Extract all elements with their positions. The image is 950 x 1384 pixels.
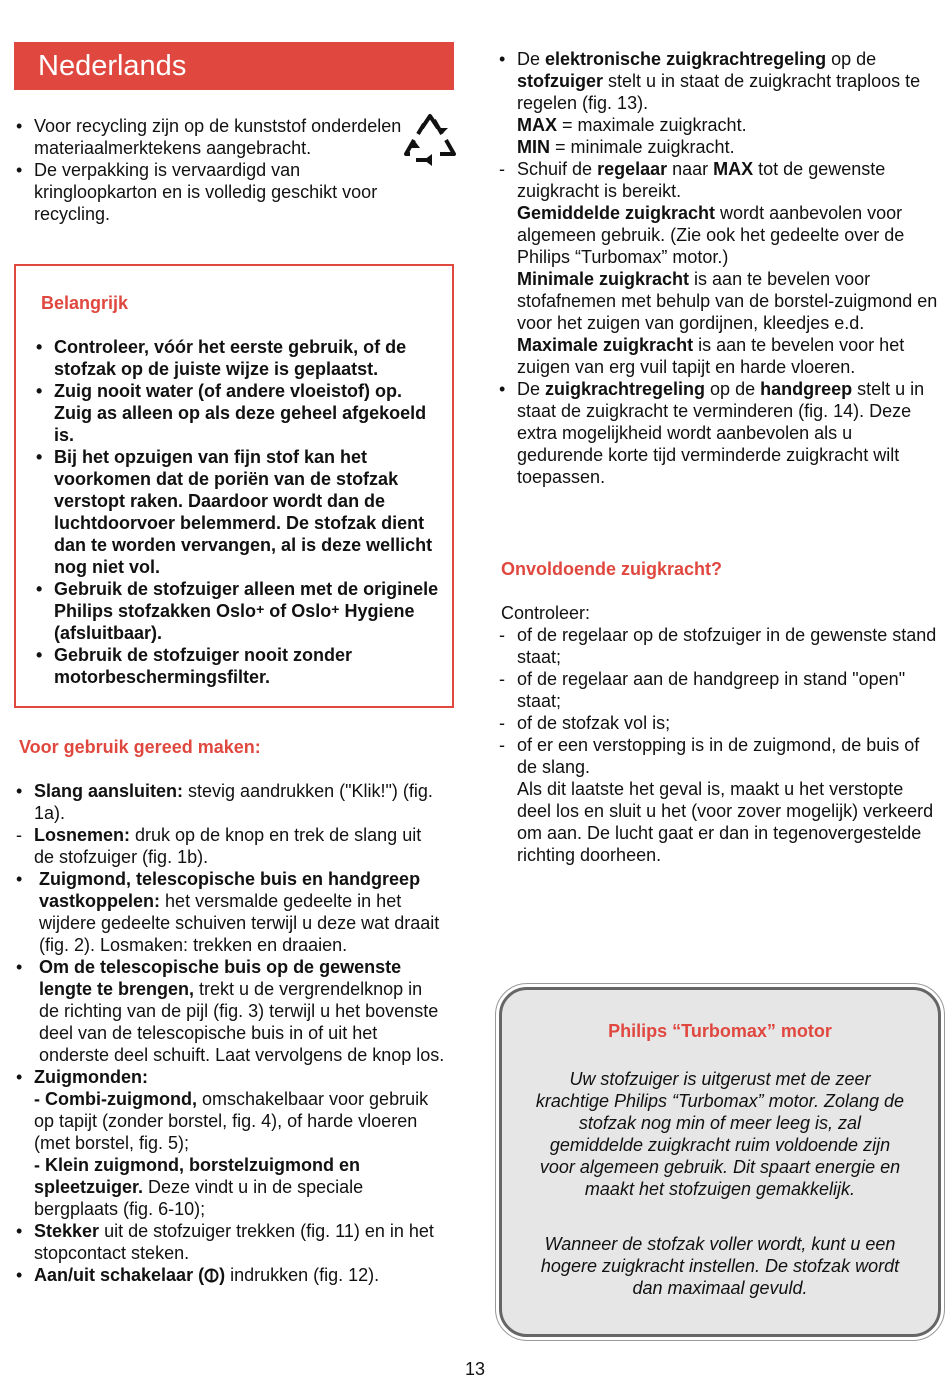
- item-text: of Oslo: [264, 601, 332, 621]
- list-item: [14, 956, 446, 1066]
- elec-text: stelt u in staat de zuigkracht traploos te regelen (fig. 13).: [517, 71, 921, 113]
- min-label: MIN: [517, 137, 550, 157]
- insufficient-list: [497, 624, 942, 866]
- small-label: - Klein zuigmond, borstelzuigmond en spleetzuiger.: [34, 1155, 360, 1197]
- elec-mid: op de: [826, 49, 877, 69]
- plug-label: Stekker: [34, 1221, 100, 1241]
- switch-label: Aan/uit schakelaar (: [34, 1265, 205, 1285]
- turbomax-text2: Wanneer de stofzak voller wordt, kunt u een hogere zuigkracht instellen. De stofzak wordt dan maximaal gevuld.: [540, 1234, 900, 1298]
- maximal-label: Maximale zuigkracht: [517, 335, 694, 355]
- list-item: [14, 1220, 446, 1264]
- prep-list: [14, 780, 446, 1286]
- list-item: [14, 780, 446, 824]
- slide-label2: MAX: [713, 159, 754, 179]
- detach-text: druk op de knop en trek de slang uit de stofzuiger (fig. 1b).: [34, 825, 422, 867]
- important-title: Belangrijk: [41, 293, 129, 313]
- important-list: [34, 336, 444, 688]
- switch-label-end: ): [219, 1265, 226, 1285]
- prep-title: Voor gebruik gereed maken:: [19, 737, 261, 757]
- avg-row: [517, 202, 942, 268]
- min-row: [517, 136, 942, 158]
- detach-label: Losnemen:: [34, 825, 131, 845]
- combi-label: - Combi-zuigmond,: [34, 1089, 197, 1109]
- suction-list: [497, 48, 942, 488]
- minimal-label: Minimale zuigkracht: [517, 269, 690, 289]
- plus-sup: +: [256, 601, 265, 617]
- item-text: Gebruik de stofzuiger alleen met de originele Philips stofzakken Oslo: [54, 579, 439, 621]
- list-item: - of de stofzak vol is;: [497, 712, 942, 734]
- section-title: Nederlands: [38, 50, 187, 82]
- power-symbol-icon: [204, 1266, 219, 1281]
- small-row: [34, 1154, 446, 1220]
- list-item: [497, 734, 942, 866]
- list-item: - of de regelaar op de stofzuiger in de gewenste stand staat;: [497, 624, 942, 668]
- c4-text: of er een verstopping is in de zuigmond, de buis of de slang.: [517, 735, 920, 777]
- recycling-icon: [400, 110, 460, 170]
- plug-text: uit de stofzuiger trekken (fig. 11) en in het stopcontact steken.: [34, 1221, 434, 1263]
- small-text: Deze vindt u in de speciale bergplaats (fig. 6-10);: [34, 1177, 364, 1219]
- list-item: • De verpakking is vervaardigd van kringloopkarton en is volledig geschikt voor recycling.: [14, 159, 414, 225]
- min-text: = minimale zuigkracht.: [550, 137, 735, 157]
- list-item: • Voor recycling zijn op de kunststof onderdelen materiaalmerktekens aangebracht.: [14, 115, 414, 159]
- elec-label2: stofzuiger: [517, 71, 604, 91]
- insufficient-intro: Controleer:: [501, 603, 591, 623]
- handle-label: zuigkrachtregeling: [545, 379, 706, 399]
- list-item: [14, 1066, 446, 1220]
- connect-text: het versmalde gedeelte in het wijdere gedeelte schuiven terwijl u deze wat draait (fig. 2). Losmaken: trekken en draaien.: [39, 891, 440, 955]
- maximal-text: is aan te bevelen voor het zuigen van erg vuil tapijt en harde vloeren.: [517, 335, 905, 377]
- list-item: • Zuig nooit water (of andere vloeistof) op. Zuig as alleen op als deze geheel afgekoeld is.: [34, 380, 444, 446]
- list-item: [497, 378, 942, 488]
- avg-text: wordt aanbevolen voor algemeen gebruik. (Zie ook het gedeelte over de Philips “Turbomax” motor.): [517, 203, 905, 267]
- hose-text: stevig aandrukken ("Klik!") (fig. 1a).: [34, 781, 433, 823]
- page-number: 13: [464, 1359, 486, 1379]
- minimal-text: is aan te bevelen voor stofafnemen met behulp van de borstel-zuigmond en voor het zuigen van gordijnen, kleedjes e.d.: [517, 269, 938, 333]
- tube-text: trekt u de vergrendelknop in de richting van de pijl (fig. 3) terwijl u het bovenste deel van de telescopische buis in of uit het onderste deel schuift. Laat vervolgens de knop los.: [39, 979, 445, 1065]
- maximal-row: [517, 334, 942, 378]
- avg-label: Gemiddelde zuigkracht: [517, 203, 716, 223]
- insufficient-title: Onvoldoende zuigkracht?: [501, 559, 723, 579]
- section-header: [14, 42, 454, 90]
- list-item: [497, 48, 942, 158]
- turbomax-box: [499, 987, 941, 1337]
- list-item: • Bij het opzuigen van fijn stof kan het voorkomen dat de poriën van de stofzak verstopt raken. Daardoor wordt dan de luchtdoorvoer belemmerd. De stofzak dient dan te worden vervangen, al is deze wellicht nog niet vol.: [34, 446, 444, 578]
- turbomax-title: Philips “Turbomax” motor: [608, 1021, 832, 1041]
- hose-label: Slang aansluiten:: [34, 781, 184, 801]
- list-item: [14, 868, 446, 956]
- max-row: [517, 114, 942, 136]
- max-label: MAX: [517, 115, 557, 135]
- nozzles-label: Zuigmonden:: [34, 1067, 148, 1087]
- list-item: [34, 578, 444, 644]
- handle-label2: handgreep: [760, 379, 853, 399]
- list-item: [14, 1264, 446, 1286]
- turbomax-text1: Uw stofzuiger is uitgerust met de zeer krachtige Philips “Turbomax” motor. Zolang de stofzak nog min of meer leeg is, zal gemiddelde zuigkracht ruim voldoende zijn voor algemeen gebruik. Dit spaart energie en maakt het stofzuigen gemakkelijk.: [535, 1069, 905, 1199]
- plus-sup: +: [331, 601, 340, 617]
- connect-label: Zuigmond, telescopische buis en handgreep vastkoppelen:: [39, 869, 421, 911]
- switch-text: indrukken (fig. 12).: [225, 1265, 380, 1285]
- list-item: - of de regelaar aan de handgreep in stand "open" staat;: [497, 668, 942, 712]
- slide-pre: Schuif de: [517, 159, 598, 179]
- recycling-list: [14, 115, 414, 225]
- slide-label: regelaar: [597, 159, 668, 179]
- slide-text: tot de gewenste zuigkracht is bereikt.: [517, 159, 886, 201]
- handle-mid: op de: [705, 379, 761, 399]
- elec-pre: De: [517, 49, 546, 69]
- slide-mid: naar: [667, 159, 714, 179]
- max-text: = maximale zuigkracht.: [557, 115, 747, 135]
- tube-label: Om de telescopische buis op de gewenste lengte te brengen,: [39, 957, 402, 999]
- combi-text: omschakelbaar voor gebruik op tapijt (zonder borstel, fig. 4), of harde vloeren (met borstel, fig. 5);: [34, 1089, 429, 1153]
- list-item: • Gebruik de stofzuiger nooit zonder motorbeschermingsfilter.: [34, 644, 444, 688]
- list-item: [497, 158, 942, 378]
- minimal-row: [517, 268, 942, 334]
- item-text: Hygiene (afsluitbaar).: [54, 601, 415, 643]
- c4-extra: Als dit laatste het geval is, maakt u het verstopte deel los en sluit u het (voor zover mogelijk) verkeerd om aan. De lucht gaat er dan in tegenovergestelde richting doorheen.: [517, 779, 934, 865]
- elec-label: elektronische zuigkrachtregeling: [545, 49, 827, 69]
- combi-row: [34, 1088, 446, 1154]
- list-item: • Controleer, vóór het eerste gebruik, of de stofzak op de juiste wijze is geplaatst.: [34, 336, 444, 380]
- handle-text: stelt u in staat de zuigkracht te verminderen (fig. 14). Deze extra mogelijkheid wordt aanbevolen als u gedurende korte tijd verminderde zuigkracht wilt toepassen.: [517, 379, 925, 487]
- list-item: [14, 824, 446, 868]
- handle-pre: De: [517, 379, 546, 399]
